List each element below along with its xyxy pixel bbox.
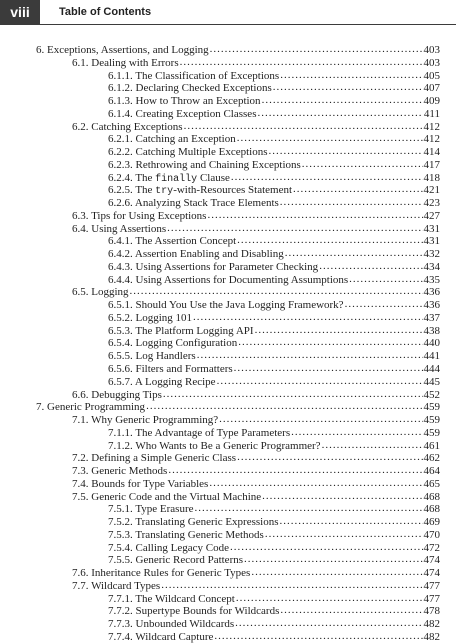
dot-leader — [237, 451, 422, 464]
toc-entry-title: 7. Generic Programming — [36, 401, 146, 414]
dot-leader — [257, 107, 422, 120]
toc-page-number: 411 — [423, 107, 440, 120]
toc-entry-title: 6.2.2. Catching Multiple Exceptions — [108, 146, 268, 159]
toc-entry-title: 7.7.2. Supertype Bounds for Wildcards — [108, 605, 280, 618]
toc-entry-title: 7.3. Generic Methods — [72, 465, 168, 478]
toc-page-number: 403 — [423, 44, 440, 56]
toc-entry-title: 6.5.4. Logging Configuration — [108, 337, 238, 350]
toc-entry-title: 6.1.2. Declaring Checked Exceptions — [108, 82, 272, 95]
toc-page-number: 418 — [423, 171, 440, 184]
toc-page-number: 414 — [423, 146, 440, 159]
toc-page-number: 405 — [423, 69, 440, 82]
toc-page-number: 459 — [423, 401, 440, 414]
toc-entry-title: 6.5.6. Filters and Formatters — [108, 363, 233, 375]
toc-entry-title: 6.4. Using Assertions — [72, 222, 167, 235]
dot-leader — [197, 349, 423, 362]
toc-entry[interactable] — [108, 631, 440, 644]
dot-leader — [319, 260, 422, 273]
toc-page-number: 459 — [423, 426, 440, 439]
toc-entry-title: 7.7.3. Unbounded Wildcards — [108, 618, 235, 631]
toc-entry-title: 7.5.3. Translating Generic Methods — [108, 528, 264, 541]
toc-page-number: 431 — [423, 222, 440, 235]
toc-entry-title: 7.5.4. Calling Legacy Code — [108, 541, 229, 554]
toc-entry-title: 6.2.6. Analyzing Stack Trace Elements — [108, 197, 279, 210]
page-header — [0, 0, 456, 28]
toc-page-number: 441 — [423, 350, 440, 363]
dot-leader — [349, 273, 422, 286]
dot-leader — [255, 324, 423, 337]
dot-leader — [184, 120, 423, 133]
toc-page-number: 482 — [423, 630, 440, 643]
dot-leader — [273, 81, 423, 94]
toc-entry-title: 7.6. Inheritance Rules for Generic Types — [72, 567, 251, 580]
toc-entry-title: 7.2. Defining a Simple Generic Class — [72, 452, 237, 465]
dot-leader — [280, 69, 422, 82]
dot-leader — [234, 362, 423, 375]
toc-page-number: 438 — [423, 324, 440, 337]
header-rule — [0, 24, 456, 25]
toc-entry-title: 7.7. Wildcard Types — [72, 579, 161, 592]
toc-page-number: 423 — [423, 197, 440, 210]
toc-entry-title: 6.5.5. Log Handlers — [108, 350, 196, 363]
toc-page-number: 474 — [423, 554, 440, 567]
toc-page-number: 412 — [423, 133, 440, 146]
dot-leader — [235, 617, 422, 630]
dot-leader — [209, 477, 422, 490]
toc-page-number: 427 — [423, 209, 440, 222]
toc-entry-title: 6. Exceptions, Assertions, and Logging — [36, 44, 209, 56]
dot-leader — [163, 388, 423, 401]
toc-page-number: 474 — [423, 567, 440, 580]
toc-entry-title: 6.2.3. Rethrowing and Chaining Exceptions — [108, 158, 301, 171]
dot-leader — [285, 247, 423, 260]
dot-leader — [268, 145, 422, 158]
toc-entry-title: 6.1.3. How to Throw an Exception — [108, 95, 261, 108]
dot-leader — [210, 43, 423, 56]
dot-leader — [244, 553, 422, 566]
dot-leader — [180, 56, 423, 69]
toc-page-number: 468 — [423, 490, 440, 503]
toc-page-number: 478 — [423, 605, 440, 618]
toc-entry-title: 6.5. Logging — [72, 286, 129, 299]
toc-page-number: 444 — [423, 363, 440, 375]
toc-entry-title: 6.2.1. Catching an Exception — [108, 133, 236, 146]
toc-page-number: 436 — [423, 286, 440, 299]
running-head-title: Table of Contents — [59, 6, 152, 18]
dot-leader — [293, 183, 422, 196]
toc-entry-title: 7.5. Generic Code and the Virtual Machine — [72, 490, 262, 503]
page-number-badge: viii — [0, 0, 40, 25]
toc-page-number: 465 — [423, 477, 440, 490]
toc-entry-title: 7.5.2. Translating Generic Expressions — [108, 516, 279, 529]
dot-leader — [265, 528, 423, 541]
toc-entry-title: 7.1.2. Who Wants to Be a Generic Programmer? — [108, 439, 321, 452]
dot-leader — [207, 209, 422, 222]
toc-entry-title: 6.2.4. The finally Clause — [108, 171, 230, 185]
toc-page-number: 421 — [423, 184, 440, 197]
dot-leader — [231, 171, 423, 184]
toc-entry-title: 6.2.5. The try-with-Resources Statement — [108, 184, 293, 198]
toc-page-number: 482 — [423, 618, 440, 631]
toc-entry-title: 7.7.4. Wildcard Capture — [108, 630, 214, 643]
dot-leader — [195, 502, 423, 515]
toc-page-number: 434 — [423, 260, 440, 273]
dot-leader — [280, 515, 423, 528]
toc-page-number: 436 — [423, 299, 440, 312]
toc-page-number: 432 — [423, 248, 440, 261]
dot-leader — [280, 196, 423, 209]
toc-page-number: 452 — [423, 388, 440, 401]
toc-entry-title: 7.5.5. Generic Record Patterns — [108, 554, 244, 567]
toc-page-number: 417 — [423, 158, 440, 171]
toc-entry-title: 6.4.2. Assertion Enabling and Disabling — [108, 248, 284, 261]
toc-entry-title: 6.6. Debugging Tips — [72, 388, 162, 401]
dot-leader — [262, 94, 423, 107]
toc-page-number: 477 — [423, 592, 440, 605]
dot-leader — [161, 579, 422, 592]
dot-leader — [302, 158, 423, 171]
dot-leader — [291, 426, 422, 439]
dot-leader — [230, 541, 423, 554]
dot-leader — [237, 234, 422, 247]
toc-page-number: 464 — [423, 465, 440, 478]
dot-leader — [251, 566, 422, 579]
toc-entry-title: 6.4.3. Using Assertions for Parameter Checking — [108, 260, 319, 273]
dot-leader — [146, 400, 422, 413]
toc-page-number: 477 — [423, 579, 440, 592]
toc-page-number: 469 — [423, 516, 440, 529]
toc-entry-title: 6.4.1. The Assertion Concept — [108, 235, 237, 248]
toc-entry-title: 6.1. Dealing with Errors — [72, 56, 179, 69]
toc-page-number: 431 — [423, 235, 440, 248]
dot-leader — [236, 592, 423, 605]
toc-page-number: 403 — [423, 56, 440, 69]
dot-leader — [130, 285, 423, 298]
toc-entry-title: 7.1. Why Generic Programming? — [72, 414, 219, 427]
dot-leader — [219, 413, 422, 426]
dot-leader — [322, 439, 423, 452]
toc-entry-title: 7.4. Bounds for Type Variables — [72, 477, 209, 490]
toc-page-number: 462 — [423, 452, 440, 465]
dot-leader — [167, 222, 422, 235]
toc-entry-title: 6.5.3. The Platform Logging API — [108, 324, 254, 337]
toc-page-number: 440 — [423, 337, 440, 350]
toc-page-number: 472 — [423, 541, 440, 554]
toc-page-number: 445 — [423, 375, 440, 388]
toc-entry-title: 6.1.4. Creating Exception Classes — [108, 107, 257, 120]
dot-leader — [237, 132, 423, 145]
toc-entry-title: 6.4.4. Using Assertions for Documenting Assumptions — [108, 273, 349, 286]
toc-page-number: 412 — [423, 120, 440, 133]
dot-leader — [238, 336, 422, 349]
dot-leader — [193, 311, 422, 324]
toc-page-number: 407 — [423, 82, 440, 95]
dot-leader — [217, 375, 423, 388]
toc-entry-title: 7.1.1. The Advantage of Type Parameters — [108, 426, 291, 439]
toc-entry-title: 6.5.1. Should You Use the Java Logging Framework? — [108, 299, 344, 312]
dot-leader — [168, 464, 422, 477]
dot-leader — [280, 604, 422, 617]
toc-entry-title: 7.7.1. The Wildcard Concept — [108, 592, 235, 605]
dot-leader — [345, 298, 423, 311]
dot-leader — [262, 490, 422, 503]
toc-page-number: 461 — [423, 439, 440, 452]
dot-leader — [214, 630, 422, 643]
toc-page-number: 437 — [423, 311, 440, 324]
toc-page-number: 468 — [423, 503, 440, 516]
toc-entry-title: 6.2. Catching Exceptions — [72, 120, 183, 133]
toc-page-number: 409 — [423, 95, 440, 108]
toc-entry-title: 6.5.2. Logging 101 — [108, 311, 193, 324]
toc-page-number: 470 — [423, 528, 440, 541]
toc-entry-title: 6.3. Tips for Using Exceptions — [72, 209, 207, 222]
toc-page-number: 459 — [423, 414, 440, 427]
toc-entry-title: 6.1.1. The Classification of Exceptions — [108, 69, 280, 82]
toc-entry-title: 6.5.7. A Logging Recipe — [108, 375, 216, 388]
toc-entry-title: 7.5.1. Type Erasure — [108, 503, 194, 516]
toc-page-number: 435 — [423, 273, 440, 286]
